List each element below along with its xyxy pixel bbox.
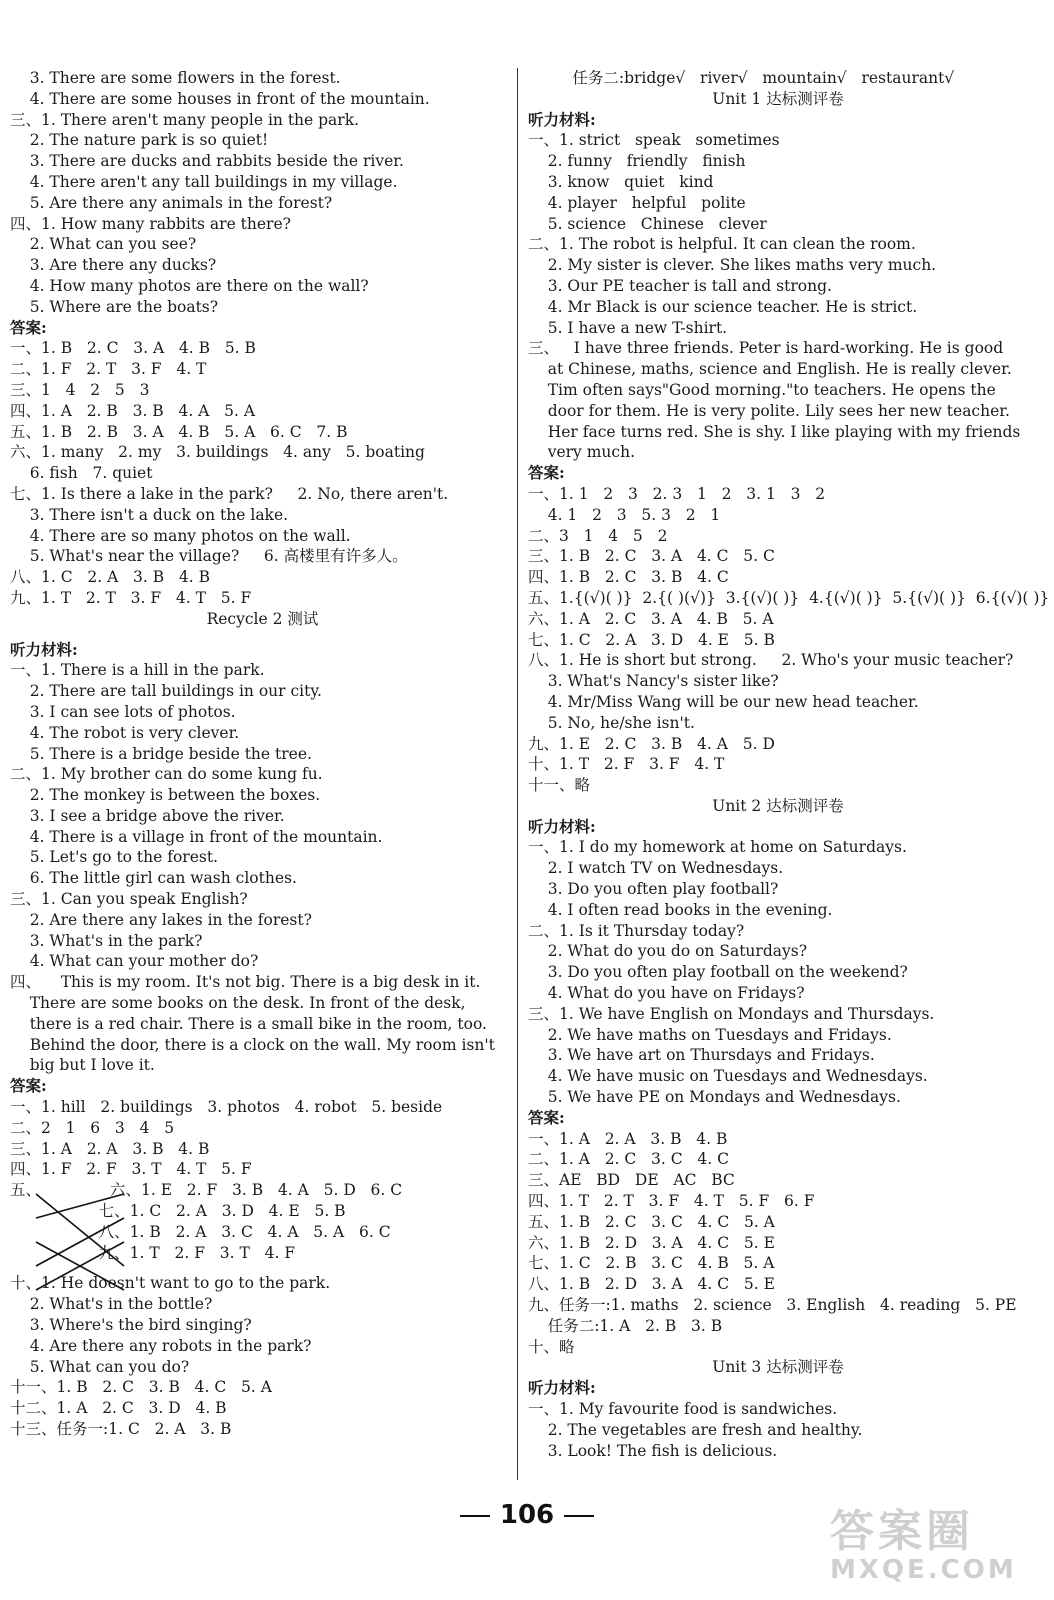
text-line: 二、1. F 2. T 3. F 4. T: [10, 360, 207, 379]
watermark-logo: [830, 1495, 1045, 1595]
text-line: 二、1. My brother can do some kung fu.: [10, 765, 323, 784]
text-line: 七、1. C 2. A 3. D 4. E 5. B: [10, 1202, 346, 1221]
text-line: 四、 This is my room. It's not big. There is a big desk in it.: [10, 973, 481, 992]
text-line: 4. Mr/Miss Wang will be our new head teacher.: [528, 692, 919, 711]
text-line: 4. We have music on Tuesdays and Wednesdays.: [528, 1067, 928, 1086]
text-line: 七、1. Is there a lake in the park? 2. No, there aren't.: [10, 484, 449, 503]
text-line: 六、1. many 2. my 3. buildings 4. any 5. boating: [10, 443, 425, 462]
text-line: 2. What can you see?: [10, 235, 197, 254]
text-line: 3. There are some flowers in the forest.: [10, 69, 341, 87]
label-heading: 答案:: [528, 463, 565, 483]
label-heading: 听力材料:: [528, 816, 596, 836]
text-line: 2. Are there any lakes in the forest?: [10, 910, 312, 929]
text-line: 6. The little girl can wash clothes.: [10, 869, 297, 888]
page-number-text: 106: [499, 1500, 555, 1530]
section-heading: Unit 2 达标测评卷: [712, 796, 844, 815]
text-line: 2. The nature park is so quiet!: [10, 131, 269, 150]
label-heading: 听力材料:: [528, 1378, 596, 1398]
text-line: 十一、略: [528, 776, 591, 795]
page-number-dash-left: [460, 1515, 490, 1517]
text-line: 4. What can your mother do?: [10, 952, 259, 971]
text-line: 五、1. B 2. B 3. A 4. B 5. A 6. C 7. B: [10, 422, 348, 441]
text-line: Her face turns red. She is shy. I like playing with my friends: [528, 422, 1021, 441]
text-line: 2. funny friendly finish: [528, 152, 746, 171]
text-line: 一、1. strict speak sometimes: [528, 131, 780, 150]
text-line: 二、1. Is it Thursday today?: [528, 921, 745, 940]
text-line: 十、1. T 2. F 3. F 4. T: [528, 755, 725, 774]
text-line: 六、1. A 2. C 3. A 4. B 5. A: [528, 609, 774, 628]
text-line: 十二、1. A 2. C 3. D 4. B: [10, 1399, 227, 1418]
text-line: There are some books on the desk. In front of the desk,: [10, 994, 466, 1013]
text-line: 三、1. A 2. A 3. B 4. B: [10, 1139, 210, 1158]
spacer: [10, 630, 515, 640]
text-line: 4. There aren't any tall buildings in my village.: [10, 172, 398, 191]
text-line: big but I love it.: [10, 1056, 155, 1075]
label-heading: 听力材料:: [10, 639, 78, 659]
text-line: 二、3 1 4 5 2: [528, 526, 668, 545]
text-line: 5. We have PE on Mondays and Wednesdays.: [528, 1088, 901, 1107]
text-line: 十、1. He doesn't want to go to the park.: [10, 1274, 331, 1293]
text-line: 2. The vegetables are fresh and healthy.: [528, 1420, 863, 1439]
text-line: 五、 六、1. E 2. F 3. B 4. A 5. D 6. C: [10, 1180, 515, 1201]
text-line: there is a red chair. There is a small bike in the room, too.: [10, 1014, 487, 1033]
text-line: 3. know quiet kind: [528, 172, 714, 191]
text-line: 4. 1 2 3 5. 3 2 1: [528, 505, 721, 524]
text-line: 三、1. There aren't many people in the park.: [10, 110, 360, 129]
text-line: 3. What's Nancy's sister like?: [528, 672, 779, 691]
text-line: 5. Where are the boats?: [10, 297, 219, 316]
text-line: 3. There isn't a duck on the lake.: [10, 505, 289, 524]
text-line: 5. What can you do?: [10, 1357, 190, 1376]
text-line: 十一、1. B 2. C 3. B 4. C 5. A: [10, 1378, 272, 1397]
text-line: at Chinese, maths, science and English. He is really clever.: [528, 360, 1012, 379]
text-line: 一、1. My favourite food is sandwiches.: [528, 1400, 838, 1418]
text-line: 5. No, he/she isn't.: [528, 713, 695, 732]
section-heading: Unit 3 达标测评卷: [712, 1358, 844, 1377]
text-line: 三、 I have three friends. Peter is hard-working. He is good: [528, 339, 1004, 358]
text-line: 一、1. B 2. C 3. A 4. B 5. B: [10, 339, 256, 358]
text-line: 4. I often read books in the evening.: [528, 900, 833, 919]
label-heading: 答案:: [10, 317, 47, 337]
text-line: 九、1. E 2. C 3. B 4. A 5. D: [528, 734, 775, 753]
text-line: 二、1. A 2. C 3. C 4. C: [528, 1150, 729, 1169]
text-line: 3. Do you often play football?: [528, 880, 779, 899]
text-line: 4. What do you have on Fridays?: [528, 984, 805, 1003]
text-line: 4. player helpful polite: [528, 193, 746, 212]
watermark-line1: 答案圈: [830, 1506, 974, 1557]
text-line: 4. There are so many photos on the wall.: [10, 526, 351, 545]
text-line: 3. What's in the park?: [10, 931, 203, 950]
text-line: 5. science Chinese clever: [528, 214, 767, 233]
text-line: 5. Let's go to the forest.: [10, 848, 219, 867]
text-line: 四、1. T 2. T 3. F 4. T 5. F 6. F: [528, 1192, 815, 1211]
text-line: 任务二:1. A 2. B 3. B: [528, 1316, 723, 1335]
text-line: 5. There is a bridge beside the tree.: [10, 744, 312, 763]
text-line: 3. We have art on Thursdays and Fridays.: [528, 1046, 875, 1065]
text-line: 九、任务一:1. maths 2. science 3. English 4. reading 5. PE: [528, 1296, 1017, 1315]
text-line: 2. We have maths on Tuesdays and Fridays.: [528, 1025, 892, 1044]
text-line: door for them. He is very polite. Lily sees her new teacher.: [528, 401, 1010, 420]
text-line: 三、AE BD DE AC BC: [528, 1171, 735, 1190]
right-column: [528, 68, 1050, 1461]
label-heading: 听力材料:: [528, 109, 596, 129]
text-line: 四、1. B 2. C 3. B 4. C: [528, 568, 729, 587]
text-line: 任务二:bridge√ river√ mountain√ restaurant√: [528, 69, 955, 87]
page-number-dash-right: [564, 1515, 594, 1517]
text-line: 七、1. C 2. B 3. C 4. B 5. A: [528, 1254, 775, 1273]
text-line: 十、略: [528, 1337, 575, 1356]
text-line: 三、1. B 2. C 3. A 4. C 5. C: [528, 547, 775, 566]
text-line: 四、1. F 2. F 3. T 4. T 5. F: [10, 1160, 252, 1179]
text-line: 九、1. T 2. F 3. T 4. F: [10, 1243, 296, 1262]
section-heading: Unit 1 达标测评卷: [712, 89, 844, 108]
section-heading: Recycle 2 测试: [206, 609, 319, 628]
text-line: 二、2 1 6 3 4 5: [10, 1118, 175, 1137]
text-line: 三、1 4 2 5 3: [10, 380, 150, 399]
text-line: 3. I can see lots of photos.: [10, 702, 236, 721]
text-line: 二、1. The robot is helpful. It can clean the room.: [528, 235, 916, 254]
text-line: 八、1. B 2. D 3. A 4. C 5. E: [528, 1275, 775, 1294]
text-line: 八、1. He is short but strong. 2. Who's your music teacher?: [528, 651, 1014, 670]
text-line: 2. What do you do on Saturdays?: [528, 942, 807, 961]
text-line: 3. Where's the bird singing?: [10, 1316, 252, 1335]
text-line: 4. Are there any robots in the park?: [10, 1336, 312, 1355]
text-line: 2. The monkey is between the boxes.: [10, 786, 321, 805]
text-line: 一、1. hill 2. buildings 3. photos 4. robot 5. beside: [10, 1098, 443, 1117]
text-line: 4. There is a village in front of the mountain.: [10, 827, 383, 846]
text-line: 六、1. B 2. D 3. A 4. C 5. E: [528, 1233, 775, 1252]
text-line: 八、1. B 2. A 3. C 4. A 5. A 6. C: [10, 1222, 391, 1241]
text-line: 3. Our PE teacher is tall and strong.: [528, 276, 832, 295]
text-line: Tim often says"Good morning."to teachers. He opens the: [528, 380, 996, 399]
text-line: 五、1. B 2. C 3. C 4. C 5. A: [528, 1212, 775, 1231]
watermark-line2: MXQE.COM: [830, 1555, 1017, 1585]
text-line: 3. I see a bridge above the river.: [10, 806, 285, 825]
text-line: 一、1. A 2. A 3. B 4. B: [528, 1129, 728, 1148]
text-line: 3. Look! The fish is delicious.: [528, 1441, 778, 1460]
text-line: 4. Mr Black is our science teacher. He is strict.: [528, 297, 918, 316]
text-line: 十三、任务一:1. C 2. A 3. B: [10, 1420, 232, 1438]
text-line: 4. The robot is very clever.: [10, 723, 240, 742]
text-line: 四、1. How many rabbits are there?: [10, 214, 291, 233]
text-line: 一、1. I do my homework at home on Saturdays.: [528, 838, 907, 857]
text-line: Behind the door, there is a clock on the wall. My room isn't: [10, 1035, 495, 1054]
text-line: 5. What's near the village? 6. 高楼里有许多人。: [10, 547, 408, 566]
text-line: 5. Are there any animals in the forest?: [10, 193, 333, 212]
text-line: 5. I have a new T-shirt.: [528, 318, 728, 337]
text-line: 三、1. We have English on Mondays and Thursdays.: [528, 1004, 935, 1023]
text-line: 一、1. 1 2 3 2. 3 1 2 3. 1 3 2: [528, 484, 826, 503]
text-line: 6. fish 7. quiet: [10, 464, 153, 483]
text-line: 八、1. C 2. A 3. B 4. B: [10, 568, 211, 587]
text-line: 九、1. T 2. T 3. F 4. T 5. F: [10, 588, 252, 607]
text-line: 3. Are there any ducks?: [10, 256, 217, 275]
text-line: 2. What's in the bottle?: [10, 1295, 213, 1314]
text-line: 3. Do you often play football on the weekend?: [528, 963, 908, 982]
text-line: 七、1. C 2. A 3. D 4. E 5. B: [528, 630, 775, 649]
text-line: 4. There are some houses in front of the mountain.: [10, 89, 430, 108]
left-column: [10, 68, 515, 1440]
text-line: 五、1.{(√)( )} 2.{( )(√)} 3.{(√)( )} 4.{(√)( )} 5.{(√)( )} 6.{(√)( )}: [528, 588, 1050, 607]
label-heading: 答案:: [528, 1107, 565, 1127]
text-line: 3. There are ducks and rabbits beside the river.: [10, 152, 404, 171]
label-heading: 答案:: [10, 1076, 47, 1096]
text-line: 2. My sister is clever. She likes maths very much.: [528, 256, 937, 275]
text-line: 4. How many photos are there on the wall?: [10, 276, 369, 295]
text-line: 一、1. There is a hill in the park.: [10, 661, 265, 680]
text-line: 四、1. A 2. B 3. B 4. A 5. A: [10, 401, 256, 420]
text-line: 2. I watch TV on Wednesdays.: [528, 859, 784, 878]
text-line: 2. There are tall buildings in our city.: [10, 682, 322, 701]
column-divider: [517, 68, 518, 1480]
text-line: very much.: [528, 443, 636, 462]
text-line: 三、1. Can you speak English?: [10, 890, 248, 909]
